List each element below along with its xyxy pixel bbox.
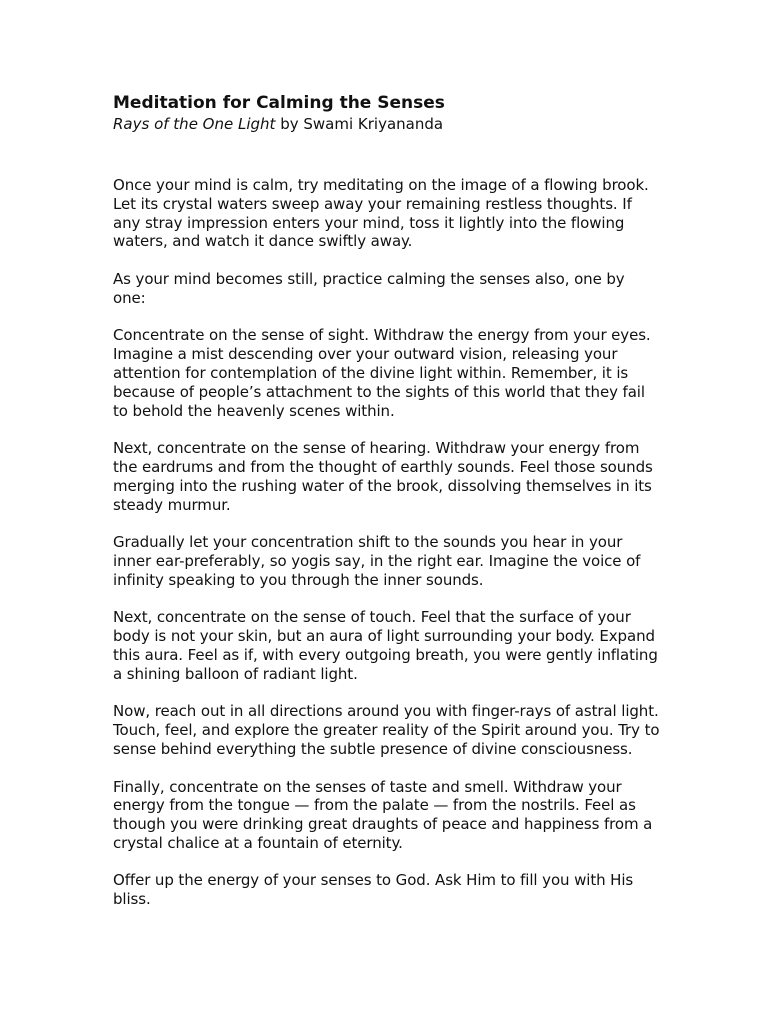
- document-body: [113, 176, 661, 909]
- document-title: Meditation for Calming the Senses: [113, 93, 445, 113]
- paragraph: Next, concentrate on the sense of touch. Feel that the surface of your body is not your skin, but an aura of light surrounding your body. Expand this aura. Feel as if, with every outgoing breath, you were gently inflating a shining balloon of radiant light.: [113, 608, 658, 683]
- document-page: [113, 92, 661, 928]
- author-byline: by Swami Kriyananda: [275, 115, 444, 133]
- paragraph: Once your mind is calm, try meditating on the image of a flowing brook. Let its crystal waters sweep away your remaining restless thoughts. If any stray impression enters your mind, toss it lightly into the flowing waters, and watch it dance swiftly away.: [113, 176, 649, 251]
- paragraph: Gradually let your concentration shift to the sounds you hear in your inner ear-preferably, so yogis say, in the right ear. Imagine the voice of infinity speaking to you through the inner sounds.: [113, 533, 641, 589]
- paragraph: As your mind becomes still, practice calming the senses also, one by one:: [113, 269, 625, 307]
- paragraph: Finally, concentrate on the senses of taste and smell. Withdraw your energy from the tongue — from the palate — from the nostrils. Feel as though you were drinking great draughts of peace and happiness from a crystal chalice at a fountain of eternity.: [113, 777, 653, 852]
- paragraph: Now, reach out in all directions around you with finger-rays of astral light. Touch, feel, and explore the greater reality of the Spirit around you. Try to sense behind everything the subtle presence of divine consciousness.: [113, 702, 660, 758]
- book-title: Rays of the One Light: [113, 115, 276, 133]
- paragraph: Concentrate on the sense of sight. Withdraw the energy from your eyes. Imagine a mist descending over your outward vision, releasing your attention for contemplation of the divine light within. Remember, it is because of people’s attachment to the sights of this world that they fail to behold the heavenly scenes within.: [113, 326, 651, 420]
- paragraph: Next, concentrate on the sense of hearing. Withdraw your energy from the eardrums and from the thought of earthly sounds. Feel those sounds merging into the rushing water of the brook, dissolving themselves in its steady murmur.: [113, 439, 653, 514]
- paragraph: Offer up the energy of your senses to God. Ask Him to fill you with His bliss.: [113, 871, 634, 909]
- document-subtitle: [113, 115, 661, 134]
